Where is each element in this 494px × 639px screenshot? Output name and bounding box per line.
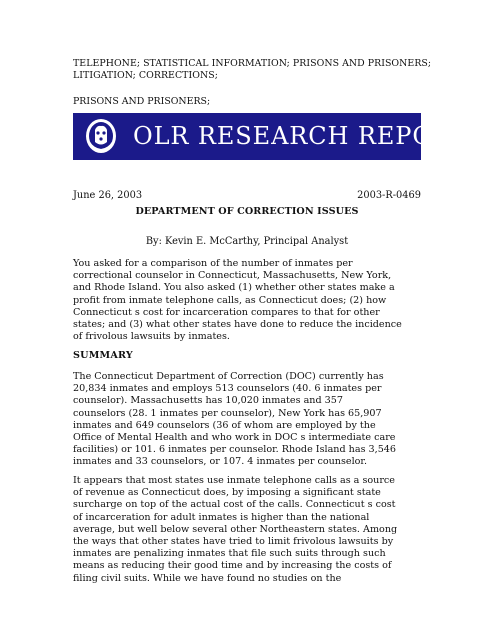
summary-paragraph [73,475,423,585]
subject-line: TELEPHONE; STATISTICAL INFORMATION; PRISONS AND PRISONERS; [73,58,432,69]
text-line: means as reducing their good time and by increasing the costs of [73,560,392,572]
text-line: the ways that other states have tried to limit frivolous lawsuits by [73,536,394,548]
text-line: surcharge on top of the actual cost of the calls. Connecticut s cost [73,499,396,511]
text-line: facilities) or 101. 6 inmates per counselor. Rhode Island has 3,546 [73,444,397,456]
text-line: counselor). Massachusetts has 10,020 inmates and 357 [73,395,343,407]
text-line: Office of Mental Health and who work in DOC s intermediate care [73,432,396,444]
text-line: profit from inmate telephone calls, as Connecticut does; (2) how [73,294,387,306]
text-line: You asked for a comparison of the number of inmates per [73,258,353,269]
intro-paragraph [73,258,423,343]
text-line: inmates are penalizing inmates that file such suits through such [73,548,386,560]
document-title: DEPARTMENT OF CORRECTION ISSUES [135,206,359,217]
text-line: counselors (28. 1 inmates per counselor), New York has 65,907 [73,407,382,419]
banner-title: OLR RESEARCH REPORT [133,122,469,150]
text-line: correctional counselor in Connecticut, Massachusetts, New York, [73,270,392,282]
report-date: June 26, 2003 [73,190,143,201]
text-line: states; and (3) what other states have done to reduce the incidence [73,319,402,331]
report-number: 2003-R-0469 [357,190,421,201]
state-seal-icon [81,116,121,156]
text-line: of frivolous lawsuits by inmates. [73,331,230,343]
text-line: inmates and 649 counselors (36 of whom are employed by the [73,419,376,431]
text-line: average, but well below several other Northeastern states. Among [73,523,398,535]
report-meta [73,190,421,203]
report-banner [73,113,469,160]
text-line: 20,834 inmates and employs 513 counselors (40. 6 inmates per [73,383,382,395]
text-line: and Rhode Island. You also asked (1) whether other states make a [73,282,395,294]
author-byline: By: Kevin E. McCarthy, Principal Analyst [145,236,349,247]
subject-line: LITIGATION; CORRECTIONS; [73,70,218,81]
text-line: It appears that most states use inmate telephone calls as a source [73,475,395,486]
summary-paragraph [73,371,423,469]
text-line: of incarceration for adult inmates is higher than the national [73,511,370,523]
summary-heading: SUMMARY [73,350,133,361]
subject-keywords [73,58,433,82]
text-line: The Connecticut Department of Correction (DOC) currently has [73,371,384,382]
text-line: filing civil suits. While we have found no studies on the [73,572,342,584]
text-line: of revenue as Connecticut does, by imposing a significant state [73,487,381,499]
text-line: Connecticut s cost for incarceration compares to that for other [73,306,380,318]
subject-keywords-secondary [73,96,210,108]
text-line: inmates and 33 counselors, or 107. 4 inmates per counselor. [73,456,368,468]
subject-line: PRISONS AND PRISONERS; [73,96,211,107]
